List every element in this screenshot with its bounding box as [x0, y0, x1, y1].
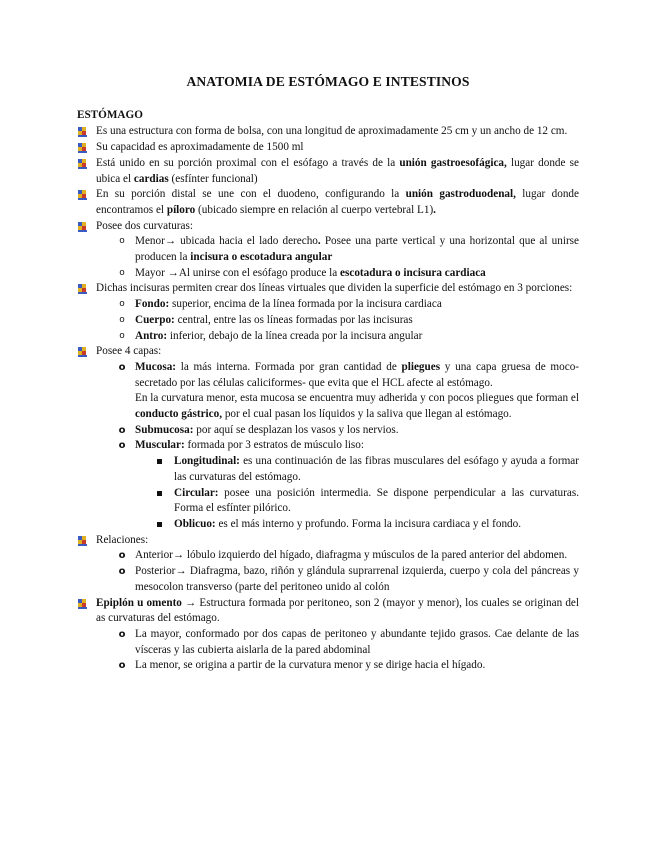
list-item: Dichas incisuras permiten crear dos líneas virtuales que dividen la superficie del estómago en 3 porciones: o Fondo: superior, encima de la línea formada por la incisura cardiaca o Cuerpo: central, entre las os líneas formadas por las incisuras o Antro: inferior, debajo de la línea creada por la incisura angular — [77, 281, 579, 344]
sub-list — [96, 360, 579, 533]
sub-list-item: o La menor, se origina a partir de la curvatura menor y se dirige hacia el hígado. — [77, 658, 579, 674]
sub-list-item: o Posterior→ Diafragma, bazo, riñón y glándula suprarrenal izquierda, cuerpo y cola del páncreas y mesocolon transverso (parte del peritoneo unido al colón — [118, 565, 579, 593]
circle-bullet-icon: o — [118, 660, 126, 672]
section-title: ESTÓMAGO — [77, 108, 143, 121]
circle-bullet-icon: o — [119, 299, 125, 310]
sub-sub-list-item: Longitudinal: es una continuación de las fibras musculares del esófago y ayuda a formar las curvaturas del estómago. — [77, 454, 579, 485]
sub-list-item: o Mucosa: la más interna. Formada por gran cantidad de pliegues y una capa gruesa de moco- secretado por las células caliciformes- que evita que el HCL afecte al estómago. En la curvatura menor, esta mucosa se encuentra muy adherida y con pocos pliegues que forman el conducto gástrico, por el cual pasan los líquidos y la saliva que llegan al estómago. — [118, 360, 580, 421]
sub-sub-list — [135, 454, 579, 533]
list-item: Posee 4 capas: o Mucosa: la más interna. Formada por gran cantidad de pliegues y una capa gruesa de moco- secretado por las células caliciformes- que evita que el HCL afecte al estómago. En la curvatura menor, esta mucosa se encuentra muy adherida y con pocos pliegues que forman el conducto gástrico, por el cual pasan los líquidos y la saliva que llegan al estómago. o Submucosa: por aquí se desplazan los vasos y los nervios. o Muscular: formada por 3 estratos de músculo liso: Longitudinal: es una continuación de las fibras musculares del esófago y ayuda a formar las curvaturas del estómago. Circular: posee una posición intermedia. Se dispone perpendicular a las curvaturas. Forma el esfínter pilórico. Oblicuo: es el más interno y profundo. Forma la incisura cardiaca y el fondo. — [77, 344, 579, 532]
sub-list-item: o Anterior→ lóbulo izquierdo del hígado, diafragma y músculos de la pared anterior del abdomen. — [77, 548, 579, 564]
sub-sub-list-item: Circular: posee una posición intermedia. Se dispone perpendicular a las curvaturas. Forma el esfínter pilórico. — [77, 486, 579, 517]
list-item: Epiplón u omento → Estructura formada por peritoneo, son 2 (mayor y menor), los cuales se originan del as curvaturas del estómago. o La mayor, conformado por dos capas de peritoneo y abundante tejido grasos. Cae delante de las vísceras y las cubierta aislarla de la pared abdominal o La menor, se origina a partir de la curvatura menor y se dirige hacia el hígado. — [77, 596, 579, 675]
circle-bullet-icon: o — [119, 330, 125, 341]
arrow-icon: → — [164, 235, 177, 248]
list-item: Es una estructura con forma de bolsa, con una longitud de aproximadamente 25 cm y un ancho de 12 cm. — [77, 124, 579, 140]
sub-list-item: o Cuerpo: central, entre las os líneas formadas por las incisuras — [77, 313, 579, 329]
circle-bullet-icon: o — [118, 361, 126, 373]
sub-list — [96, 297, 579, 344]
document-page — [77, 74, 579, 674]
bullet-icon — [77, 190, 88, 200]
sub-list-item: o Menor→ ubicada hacia el lado derecho. Posee una parte vertical y una horizontal que al unirse producen la incisura o escotadura angular — [77, 234, 579, 265]
sub-sub-list-item: Oblicuo: es el más interno y profundo. Forma la incisura cardiaca y el fondo. — [77, 517, 579, 533]
circle-bullet-icon: o — [119, 314, 125, 325]
bullet-icon — [77, 127, 88, 137]
list-item: Su capacidad es aproximadamente de 1500 ml — [77, 140, 579, 156]
main-list — [77, 124, 579, 674]
list-item: Relaciones: o Anterior→ lóbulo izquierdo del hígado, diafragma y músculos de la pared anterior del abdomen. o Posterior→ Diafragma, bazo, riñón y glándula suprarrenal izquierda, cuerpo y cola del páncreas y mesocolon transverso (parte del peritoneo unido al colón — [77, 533, 579, 596]
sub-list-item: o La mayor, conformado por dos capas de peritoneo y abundante tejido grasos. Cae delante de las vísceras y las cubierta aislarla de la pared abdominal — [118, 627, 579, 656]
bullet-icon — [77, 347, 88, 357]
sub-list-item: o Submucosa: por aquí se desplazan los vasos y los nervios. — [77, 423, 579, 439]
square-bullet-icon — [157, 522, 162, 527]
sub-list — [96, 548, 579, 595]
square-bullet-icon — [157, 459, 162, 464]
arrow-icon: → — [167, 266, 179, 279]
bullet-icon — [77, 159, 88, 169]
circle-bullet-icon: o — [119, 267, 125, 278]
circle-bullet-icon: o — [118, 440, 126, 452]
sub-list — [96, 627, 579, 674]
bullet-icon — [77, 222, 88, 232]
list-item: Posee dos curvaturas: o Menor→ ubicada hacia el lado derecho. Posee una parte vertical y una horizontal que al unirse producen la incisura o escotadura angular o Mayor →Al unirse con el esófago produce la escotadura o incisura cardiaca — [77, 219, 579, 282]
sub-list — [96, 234, 579, 281]
arrow-icon: → — [185, 596, 197, 609]
circle-bullet-icon: o — [118, 628, 126, 640]
arrow-icon: → — [172, 549, 185, 562]
bullet-icon — [77, 599, 88, 609]
sub-list-item: o Antro: inferior, debajo de la línea creada por la incisura angular — [77, 329, 579, 345]
sub-list-item: o Muscular: formada por 3 estratos de músculo liso: Longitudinal: es una continuación de las fibras musculares del esófago y ayuda a formar las curvaturas del estómago. Circular: posee una posición intermedia. Se dispone perpendicular a las curvaturas. Forma el esfínter pilórico. Oblicuo: es el más interno y profundo. Forma la incisura cardiaca y el fondo. — [77, 438, 579, 532]
sub-list-item: o Fondo: superior, encima de la línea formada por la incisura cardiaca — [77, 297, 579, 313]
circle-bullet-icon: o — [118, 550, 126, 562]
list-item: En su porción distal se une con el duodeno, configurando la unión gastroduodenal, lugar donde encontramos el píloro (ubicado siempre en relación al cuerpo vertebral L1). — [77, 187, 579, 218]
bullet-icon — [77, 536, 88, 546]
bullet-icon — [77, 143, 88, 153]
page-title: ANATOMIA DE ESTÓMAGO E INTESTINOS — [186, 74, 470, 89]
arrow-icon: → — [175, 565, 187, 578]
circle-bullet-icon: o — [118, 566, 126, 578]
list-item: Está unido en su porción proximal con el esófago a través de la unión gastroesofágica, lugar donde se ubica el cardias (esfínter funcional) — [77, 156, 579, 187]
sub-list-item: o Mayor →Al unirse con el esófago produce la escotadura o incisura cardiaca — [77, 266, 579, 282]
square-bullet-icon — [157, 491, 162, 496]
circle-bullet-icon: o — [119, 236, 125, 247]
bullet-icon — [77, 284, 88, 294]
circle-bullet-icon: o — [118, 424, 126, 436]
